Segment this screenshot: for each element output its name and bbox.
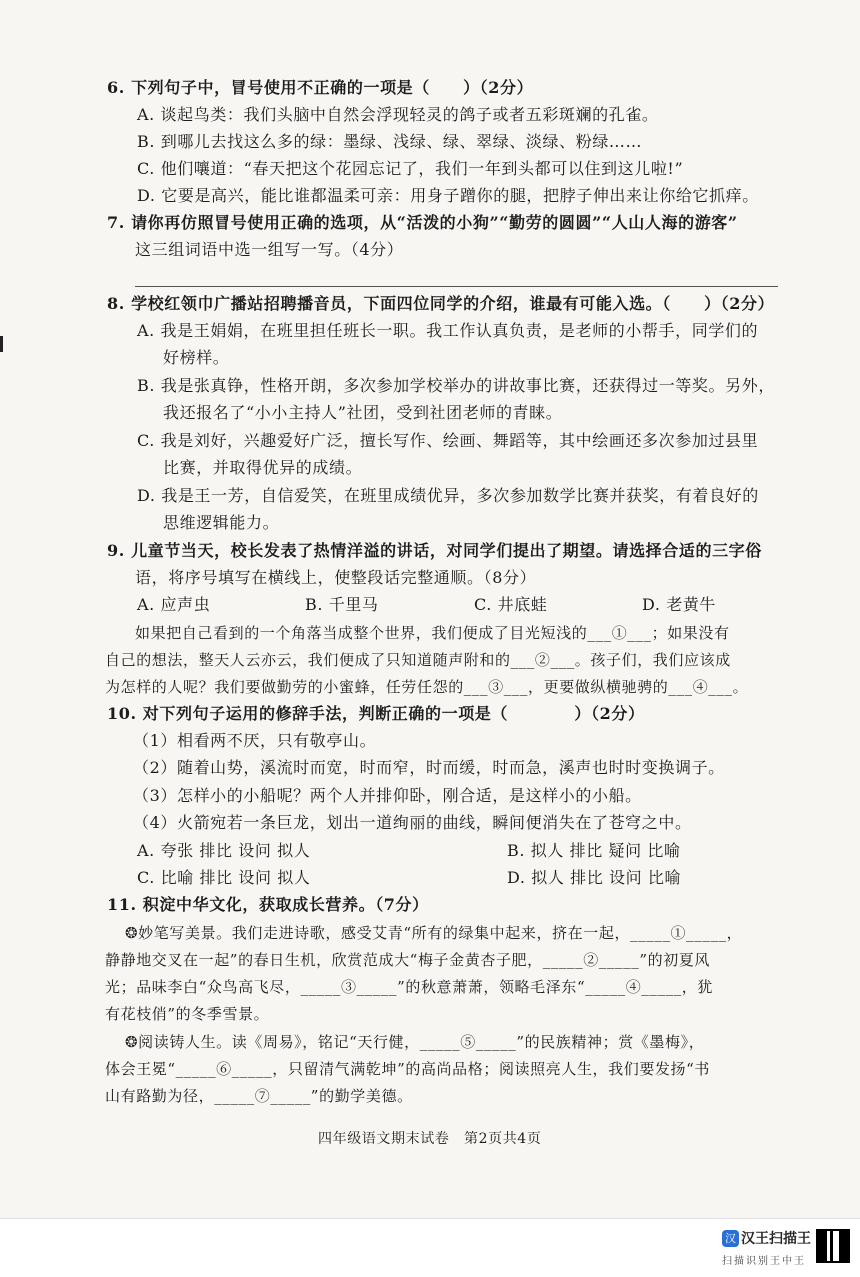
- q11-part-2-c: 山有路勤为径，_____⑦_____”的勤学美德。: [105, 1087, 413, 1105]
- q10-option-a: A. 夸张 排比 设问 拟人: [137, 841, 311, 860]
- q6-option-d: D. 它要是高兴，能比谁都温柔可亲：用身子蹭你的腿，把脖子伸出来让你给它抓痒。: [137, 186, 759, 205]
- question-6: 6. 下列句子中，冒号使用不正确的一项是（ ）（2分）: [107, 78, 534, 97]
- q8-option-c-cont: 比赛，并取得优异的成绩。: [163, 458, 363, 477]
- q9-passage-2: 自己的想法，整天人云亦云，我们便成了只知道随声附和的___②___。孩子们，我们应该成: [105, 651, 731, 669]
- q8-option-a: A. 我是王娟娟，在班里担任班长一职。我工作认真负责，是老师的小帮手，同学们的: [137, 321, 759, 340]
- question-8: 8. 学校红领巾广播站招聘播音员，下面四位同学的介绍，谁最有可能入选。（ ）（2分）: [107, 294, 775, 313]
- q6-option-b: B. 到哪儿去找这么多的绿：墨绿、浅绿、绿、翠绿、淡绿、粉绿……: [137, 132, 643, 151]
- q8-option-a-cont: 好榜样。: [163, 348, 230, 367]
- q10-sentence-4: （4）火箭宛若一条巨龙，划出一道绚丽的曲线，瞬间便消失在了苍穹之中。: [133, 813, 692, 832]
- q9-option-b: B. 千里马: [305, 595, 379, 614]
- q9-option-d: D. 老黄牛: [642, 595, 717, 614]
- q11-part-2-a: ❂阅读铸人生。读《周易》，铭记“天行健，_____⑤_____”的民族精神；赏《墨梅》，: [125, 1033, 705, 1051]
- question-10: 10. 对下列句子运用的修辞手法，判断正确的一项是（ ）（2分）: [107, 704, 645, 723]
- q10-sentence-1: （1）相看两不厌，只有敬亭山。: [133, 731, 377, 750]
- watermark-tagline: 扫描识别王中王: [722, 1256, 806, 1267]
- q6-option-c: C. 他们嚷道：“春天把这个花园忘记了，我们一年到头都可以住到这儿啦!”: [137, 159, 684, 178]
- q9-passage-3: 为怎样的人呢？我们要做勤劳的小蜜蜂，任劳任怨的___③___，更要做纵横驰骋的___④___。: [105, 678, 749, 696]
- q8-option-b: B. 我是张真铮，性格开朗，多次参加学校举办的讲故事比赛，还获得过一等奖。另外，: [137, 376, 775, 395]
- q8-option-d: D. 我是王一芳，自信爱笑，在班里成绩优异，多次参加数学比赛并获奖，有着良好的: [137, 486, 759, 505]
- q10-option-c: C. 比喻 排比 设问 拟人: [137, 868, 311, 887]
- q8-option-b-cont: 我还报名了“小小主持人”社团，受到社团老师的青睐。: [163, 403, 563, 422]
- qr-code-icon: [816, 1229, 850, 1263]
- question-9: 9. 儿童节当天，校长发表了热情洋溢的讲话，对同学们提出了期望。请选择合适的三字俗: [107, 541, 762, 560]
- question-9-cont: 语，将序号填写在横线上，使整段话完整通顺。（8分）: [135, 568, 537, 587]
- q8-option-c: C. 我是刘好，兴趣爱好广泛，擅长写作、绘画、舞蹈等，其中绘画还多次参加过县里: [137, 431, 759, 450]
- q11-part-1-b: 静静地交叉在一起”的春日生机，欣赏范成大“梅子金黄杏子肥，_____②_____”的初夏风: [105, 951, 711, 969]
- question-7-cont: 这三组词语中选一组写一写。（4分）: [135, 240, 404, 259]
- q11-part-2-b: 体会王冕“_____⑥_____，只留清气满乾坤”的高尚品格；阅读照亮人生，我们要发扬“书: [105, 1060, 711, 1078]
- q11-part-1-a: ❂妙笔写美景。我们走进诗歌，感受艾青“所有的绿集中起来，挤在一起，_____①_____，: [125, 924, 743, 942]
- watermark-brand: 汉王扫描王: [741, 1231, 811, 1247]
- q10-sentence-2: （2）随着山势，溪流时而宽，时而窄，时而缓，时而急，溪声也时时变换调子。: [133, 758, 725, 777]
- q11-part-1-d: 有花枝俏”的冬季雪景。: [105, 1005, 270, 1023]
- scan-mark: [0, 336, 3, 352]
- q8-option-d-cont: 思维逻辑能力。: [163, 513, 280, 532]
- q9-option-a: A. 应声虫: [137, 595, 211, 614]
- q10-option-d: D. 拟人 排比 设问 比喻: [507, 868, 682, 887]
- page-footer: 四年级语文期末试卷 第2页共4页: [318, 1131, 542, 1147]
- q10-option-b: B. 拟人 排比 疑问 比喻: [507, 841, 681, 860]
- q9-option-c: C. 井底蛙: [474, 595, 548, 614]
- q10-sentence-3: （3）怎样小的小船呢？两个人并排仰卧，刚合适，是这样小的小船。: [133, 786, 642, 805]
- q6-option-a: A. 谈起鸟类：我们头脑中自然会浮现轻灵的鸽子或者五彩斑斓的孔雀。: [137, 105, 659, 124]
- q9-passage-1: 如果把自己看到的一个角落当成整个世界，我们便成了目光短浅的___①___；如果没有: [135, 624, 730, 642]
- question-7: 7. 请你再仿照冒号使用正确的选项，从“活泼的小狗”“勤劳的圆圆”“人山人海的游客”: [107, 213, 738, 232]
- answer-line-7[interactable]: [135, 286, 778, 287]
- hanwang-logo-icon: 汉: [722, 1230, 739, 1247]
- question-11: 11. 积淀中华文化，获取成长营养。（7分）: [107, 895, 429, 914]
- scanner-watermark-bar: [0, 1218, 860, 1277]
- q11-part-1-c: 光；品味李白“众鸟高飞尽，_____③_____”的秋意萧萧，领略毛泽东“_____④_____，犹: [105, 978, 714, 996]
